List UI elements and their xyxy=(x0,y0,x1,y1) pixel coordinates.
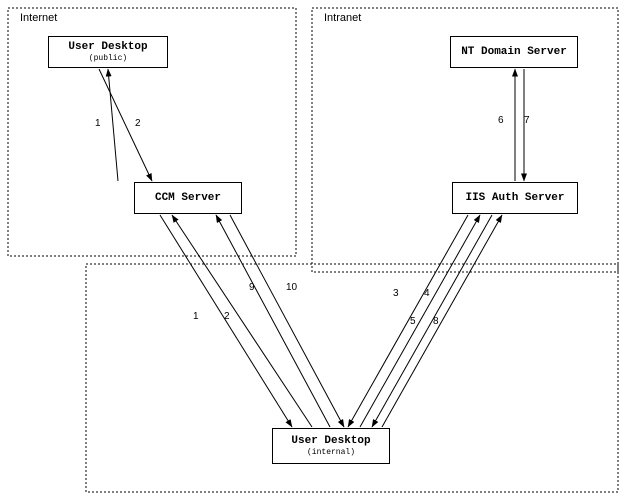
arrow-1-public-to-ccm xyxy=(99,69,152,181)
edge-label-5: 5 xyxy=(410,316,416,327)
arrow-8-internal-to-iis xyxy=(382,215,502,427)
edge-label-6: 6 xyxy=(498,115,504,126)
arrow-3-iis-to-internal xyxy=(348,215,468,427)
node-user-desktop-internal-title: User Desktop xyxy=(291,435,371,448)
edge-label-1-internal: 1 xyxy=(193,311,199,322)
node-iis-auth-server-title: IIS Auth Server xyxy=(465,191,565,204)
arrow-5-iis-to-internal xyxy=(372,215,492,427)
arrow-9-internal-to-ccm xyxy=(216,215,330,427)
node-iis-auth-server[interactable] xyxy=(452,182,578,214)
node-ccm-server[interactable] xyxy=(134,182,242,214)
edge-label-2-internal: 2 xyxy=(224,311,230,322)
node-ccm-server-title: CCM Server xyxy=(154,191,221,204)
arrow-10-ccm-to-internal xyxy=(230,215,344,427)
edge-label-8: 8 xyxy=(433,316,439,327)
edge-label-4: 4 xyxy=(424,288,430,299)
intranet-zone-label: Intranet xyxy=(324,12,362,24)
arrow-4-internal-to-iis xyxy=(360,215,480,427)
node-nt-domain-server[interactable] xyxy=(450,36,578,68)
node-user-desktop-internal-sub: (internal) xyxy=(306,447,355,457)
internet-zone-label: Internet xyxy=(20,12,58,24)
node-user-desktop-public-title: User Desktop xyxy=(68,41,148,54)
edge-label-1-public: 1 xyxy=(95,118,101,129)
edge-label-10: 10 xyxy=(286,282,298,293)
node-user-desktop-public-sub: (public) xyxy=(88,53,128,63)
edge-label-2-public: 2 xyxy=(135,118,141,129)
edge-label-9: 9 xyxy=(249,282,255,293)
edge-label-3: 3 xyxy=(393,288,399,299)
node-nt-domain-server-title: NT Domain Server xyxy=(461,45,567,58)
edge-label-7: 7 xyxy=(524,115,530,126)
node-user-desktop-internal[interactable] xyxy=(272,428,390,464)
arrow-2-ccm-to-public xyxy=(108,69,118,181)
node-user-desktop-public[interactable] xyxy=(48,36,168,68)
